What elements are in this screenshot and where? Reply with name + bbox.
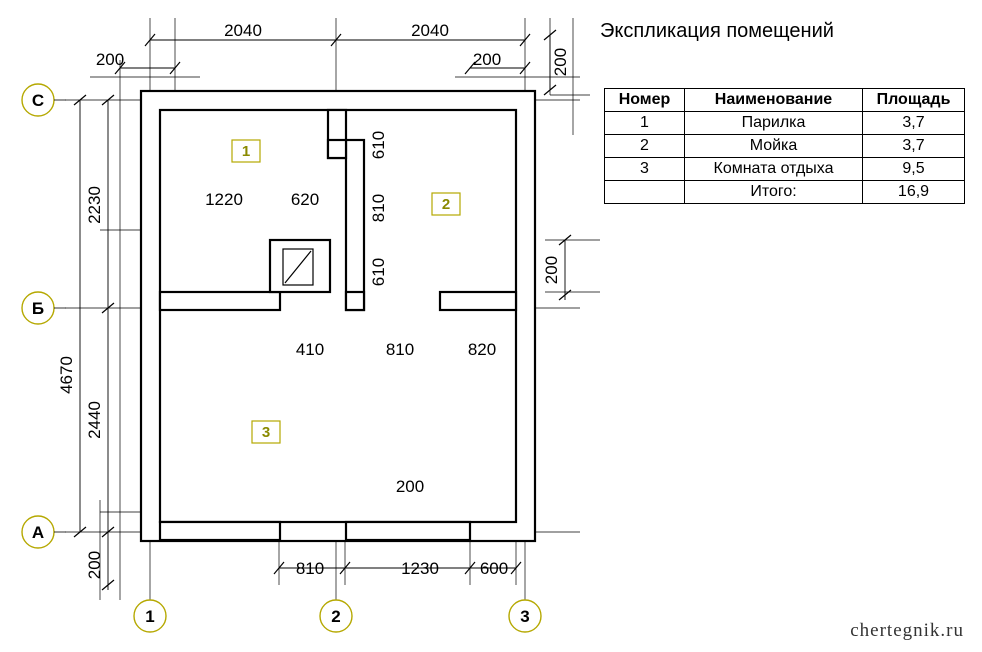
axis-letter-a: А [31,523,45,542]
cell-number: 3 [605,158,685,181]
dim-inner-v-2: 810 [369,193,388,223]
dim-top-small-2: 200 [472,50,502,69]
dim-lower-2: 810 [385,340,415,359]
dim-lower-1: 410 [295,340,325,359]
dim-inner-v-3: 610 [369,257,388,287]
cell-total-empty [605,181,685,204]
dim-top-small-1: 200 [95,50,125,69]
room-number-2: 2 [441,196,451,213]
cell-area: 3,7 [863,135,965,158]
explication-table [604,88,965,204]
cell-total-area: 16,9 [863,181,965,204]
table-total-row [605,181,965,204]
header-area: Площадь [863,89,965,112]
table-row [605,112,965,135]
axis-letter-b: Б [31,299,45,318]
room-number-3: 3 [261,424,271,441]
explication-title: Экспликация помещений [600,20,834,42]
dim-top-small-3: 200 [551,47,570,77]
dim-mid-1: 1220 [205,190,243,209]
table-header-row [605,89,965,112]
cell-number: 2 [605,135,685,158]
dim-bottom-1: 810 [295,559,325,578]
dim-left-outer: 4670 [57,356,76,394]
dim-bottom-small: 200 [395,477,425,496]
dim-left-inner-1: 2230 [85,186,104,224]
axis-letter-c: С [31,91,45,110]
dim-inner-v-1: 610 [369,130,388,160]
dim-lower-3: 820 [467,340,497,359]
dim-top-2: 2040 [411,21,449,40]
dim-bottom-2: 1230 [401,559,439,578]
dim-left-inner-2: 2440 [85,401,104,439]
watermark: chertegnik.ru [850,620,964,641]
cell-number: 1 [605,112,685,135]
room-number-1: 1 [241,143,251,160]
dim-right-small: 200 [542,255,561,285]
dim-top-1: 2040 [224,21,262,40]
window-symbol [283,249,313,285]
axis-number-2: 2 [331,607,341,626]
table-row [605,158,965,181]
cell-area: 3,7 [863,112,965,135]
cell-total-label: Итого: [685,181,863,204]
dim-mid-2: 620 [290,190,320,209]
axis-number-3: 3 [520,607,530,626]
dim-left-bottom-small: 200 [85,550,104,580]
dim-bottom-3: 600 [479,559,509,578]
cell-name: Комната отдыха [685,158,863,181]
table-row [605,135,965,158]
cell-area: 9,5 [863,158,965,181]
header-number: Номер [605,89,685,112]
header-name: Наименование [685,89,863,112]
axis-number-1: 1 [145,607,155,626]
cell-name: Мойка [685,135,863,158]
cell-name: Парилка [685,112,863,135]
